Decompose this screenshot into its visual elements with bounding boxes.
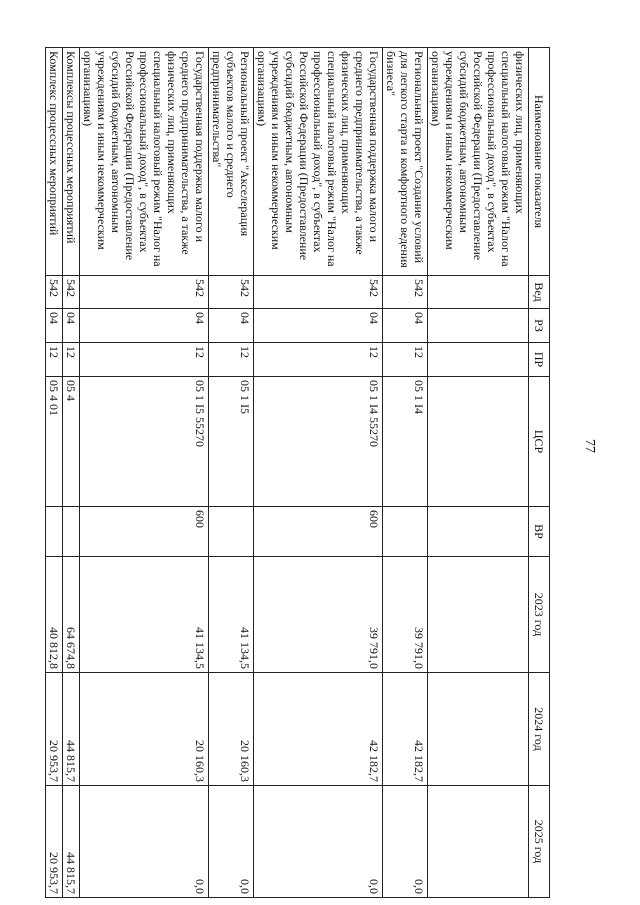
row-vr [383,507,428,557]
row-2024: 20 160,3 [80,673,209,786]
row-rz: 04 [254,309,383,343]
row-2023: 64 674,8 [63,557,80,673]
table-header-row [529,48,550,898]
row-rz: 04 [63,309,80,343]
row-name: Региональный проект "Создание условий для легкого старта и комфортного ведения бизнеса" [383,48,428,276]
row-csr: 05 1 I5 [209,377,254,507]
row-2023: 41 134,5 [209,557,254,673]
row-name: Государственная поддержка малого и среднего предпринимательства, а также физических лиц, применяющих специальный налоговый режим "Налог на профессиональный доход", в субъектах Российской Федерации (Предоставление субсидий бюджетным, автономным учреждениям и иным некоммерческим организациям) [80,48,209,276]
row-ved: 542 [63,276,80,309]
row-pr: 12 [209,343,254,377]
row-pr: 12 [254,343,383,377]
row-vr: 600 [254,507,383,557]
row-csr: 05 1 I4 [383,377,428,507]
row-ved: 542 [254,276,383,309]
row-vr [46,507,63,557]
row-rz: 04 [209,309,254,343]
row-2025: 44 815,7 [63,786,80,898]
table-row [428,48,529,898]
table-row [46,48,63,898]
row-2025: 0,0 [209,786,254,898]
row-name: Государственная поддержка малого и среднего предпринимательства, а также физических лиц, применяющих специальный налоговый режим "Налог на профессиональный доход", в субъектах Российской Федерации (Предоставление субсидий бюджетным, автономным учреждениям и иным некоммерческим организациям) [254,48,383,276]
header-vr: ВР [529,507,550,557]
row-rz: 04 [383,309,428,343]
row-name: Комплексы процессных мероприятий [63,48,80,276]
row-csr: 05 4 01 [46,377,63,507]
row-csr: 05 1 I4 55270 [254,377,383,507]
row-vr [63,507,80,557]
table-row [383,48,428,898]
row-2024: 42 182,7 [383,673,428,786]
header-name: Наименование показателя [529,48,550,276]
row-ved: 542 [383,276,428,309]
row-pr: 12 [383,343,428,377]
table-row [80,48,209,898]
header-2023: 2023 год [529,557,550,673]
row-2023: 39 791,0 [383,557,428,673]
row-2025: 0,0 [80,786,209,898]
row-vr [428,507,529,557]
header-csr: ЦСР [529,377,550,507]
row-ved [428,276,529,309]
row-csr: 05 1 I5 55270 [80,377,209,507]
row-2025: 0,0 [383,786,428,898]
rotated-page-content [30,47,550,897]
header-pr: ПР [529,343,550,377]
row-vr [209,507,254,557]
row-2025: 0,0 [254,786,383,898]
row-2025: 20 953,7 [46,786,63,898]
row-2023: 40 812,8 [46,557,63,673]
page-number: 77 [582,439,597,453]
row-2024: 20 953,7 [46,673,63,786]
row-ved: 542 [46,276,63,309]
row-2023: 41 134,5 [80,557,209,673]
row-2025 [428,786,529,898]
row-2024: 20 160,3 [209,673,254,786]
row-vr: 600 [80,507,209,557]
row-csr [428,377,529,507]
row-ved: 542 [80,276,209,309]
row-2023 [428,557,529,673]
header-2024: 2024 год [529,673,550,786]
row-pr: 12 [80,343,209,377]
row-rz: 04 [46,309,63,343]
row-rz: 04 [80,309,209,343]
header-2025: 2025 год [529,786,550,898]
row-csr: 05 4 [63,377,80,507]
budget-table [45,47,550,898]
table-row [209,48,254,898]
row-pr [428,343,529,377]
row-ved: 542 [209,276,254,309]
row-rz [428,309,529,343]
row-pr: 12 [46,343,63,377]
row-name: Региональный проект "Акселерация субъектов малого и среднего предпринимательства" [209,48,254,276]
header-ved: Вед [529,276,550,309]
table-row [63,48,80,898]
row-2023: 39 791,0 [254,557,383,673]
row-2024: 42 182,7 [254,673,383,786]
row-name: Комплекс процессных мероприятий [46,48,63,276]
table-row [254,48,383,898]
row-2024 [428,673,529,786]
header-rz: РЗ [529,309,550,343]
row-2024: 44 815,7 [63,673,80,786]
row-name: физических лиц, применяющих специальный налоговый режим "Налог на профессиональный доход", в субъектах Российской Федерации (Предоставление субсидий бюджетным, автономным учреждениям и иным некоммерческим организациям) [428,48,529,276]
row-pr: 12 [63,343,80,377]
